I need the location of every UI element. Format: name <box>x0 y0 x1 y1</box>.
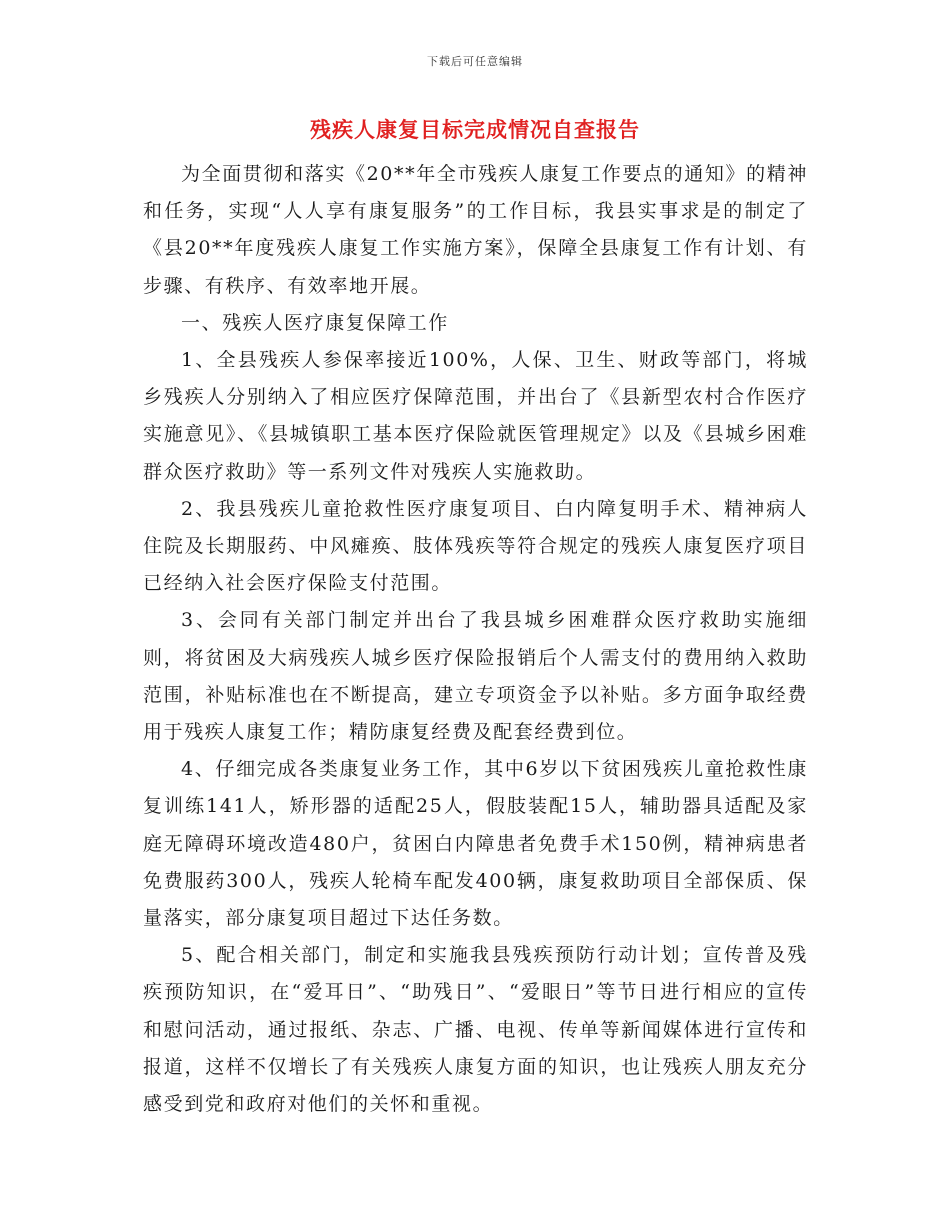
section-heading: 一、残疾人医疗康复保障工作 <box>181 311 449 334</box>
item-paragraph-4: 4、仔细完成各类康复业务工作，其中6岁以下贫困残疾儿童抢救性康复训练141人，矫形器的适配25人，假肢装配15人，辅助器具适配及家庭无障碍环境改造480户，贫困白内障患者免费手术150例，精神病患者免费服药300人，残疾人轮椅车配发400辆，康复救助项目全部保质、保量落实，部分康复项目超过下达任务数。 <box>143 758 808 930</box>
document-body <box>143 156 808 1123</box>
intro-paragraph: 为全面贯彻和落实《20**年全市残疾人康复工作要点的通知》的精神和任务，实现“人人享有康复服务”的工作目标，我县实事求是的制定了《县20**年度残疾人康复工作实施方案》，保障全县康复工作有计划、有步骤、有秩序、有效率地开展。 <box>143 163 808 297</box>
item-paragraph-2: 2、我县残疾儿童抢救性医疗康复项目、白内障复明手术、精神病人住院及长期服药、中风瘫痪、肢体残疾等符合规定的残疾人康复医疗项目已经纳入社会医疗保险支付范围。 <box>143 497 808 595</box>
item-paragraph-5: 5、配合相关部门，制定和实施我县残疾预防行动计划；宣传普及残疾预防知识，在“爱耳日”、“助残日”、“爱眼日”等节日进行相应的宣传和慰问活动，通过报纸、杂志、广播、电视、传单等新闻媒体进行宣传和报道，这样不仅增长了有关残疾人康复方面的知识，也让残疾人朋友充分感受到党和政府对他们的关怀和重视。 <box>143 944 808 1116</box>
document-title: 残疾人康复目标完成情况自查报告 <box>310 117 640 142</box>
item-paragraph-3: 3、会同有关部门制定并出台了我县城乡困难群众医疗救助实施细则，将贫困及大病残疾人城乡医疗保险报销后个人需支付的费用纳入救助范围，补贴标准也在不断提高，建立专项资金予以补贴。多方面争取经费用于残疾人康复工作；精防康复经费及配套经费到位。 <box>143 609 808 744</box>
header-note: 下载后可任意编辑 <box>427 55 523 68</box>
item-paragraph-1: 1、全县残疾人参保率接近100%，人保、卫生、财政等部门，将城乡残疾人分别纳入了相应医疗保障范围，并出台了《县新型农村合作医疗实施意见》、《县城镇职工基本医疗保险就医管理规定》以及《县城乡困难群众医疗救助》等一系列文件对残疾人实施救助。 <box>143 349 808 483</box>
